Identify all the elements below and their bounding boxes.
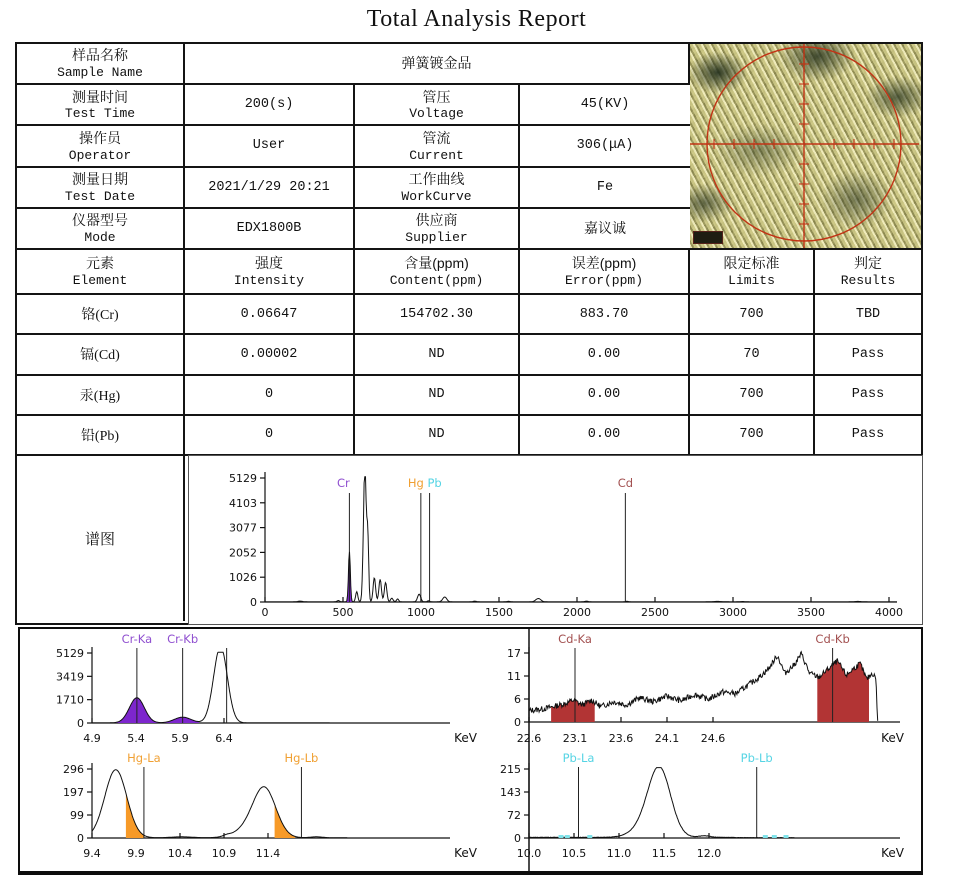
col-header-error: [520, 250, 690, 295]
svg-text:4000: 4000: [875, 606, 903, 619]
value: 200(s): [244, 97, 294, 113]
table-row-cr-limits: [690, 295, 815, 335]
info-value-workcurve: [520, 168, 690, 209]
svg-text:10.5: 10.5: [561, 847, 587, 860]
cell-value: 0: [264, 427, 274, 443]
label-cn: 管流: [422, 129, 451, 146]
table-row-hg-result: [815, 376, 921, 416]
table-row-hg-element: [17, 376, 185, 416]
table-row-cd-error: [520, 335, 690, 375]
value: 306(μA): [576, 138, 634, 154]
cell-value: 0: [264, 387, 274, 403]
table-row-cd-intensity: [185, 335, 355, 375]
table-row-pb-result: [815, 416, 921, 456]
cell-value: 铅(Pb): [80, 428, 120, 444]
table-row-cr-error: [520, 295, 690, 335]
table-row-cd-element: [17, 335, 185, 375]
cell-value: 700: [739, 387, 764, 403]
col-header-intensity: [185, 250, 355, 295]
table-row-cr-result: [815, 295, 921, 335]
table-row-pb-limits: [690, 416, 815, 456]
info-label-current: [355, 126, 520, 167]
svg-text:11.4: 11.4: [255, 847, 281, 860]
label-cn: 管压: [422, 88, 451, 105]
svg-text:2500: 2500: [641, 606, 669, 619]
info-value-sample-name: [185, 44, 690, 85]
info-value-supplier: [520, 209, 690, 250]
svg-text:Cd-Ka: Cd-Ka: [558, 632, 592, 646]
svg-text:197: 197: [63, 786, 84, 799]
label-cn: 供应商: [415, 212, 458, 229]
status-badge: TBD: [855, 306, 881, 322]
table-row-hg-error: [520, 376, 690, 416]
svg-text:11.0: 11.0: [606, 847, 632, 860]
info-table: [17, 44, 921, 250]
svg-text:Hg-La: Hg-La: [127, 751, 161, 765]
col-header-element: [17, 250, 185, 295]
table-row-cd-content: [355, 335, 520, 375]
info-label-voltage: [355, 85, 520, 126]
svg-text:Cd: Cd: [617, 476, 634, 490]
svg-text:5129: 5129: [56, 647, 84, 660]
svg-text:3000: 3000: [719, 606, 747, 619]
svg-text:17: 17: [507, 647, 521, 660]
svg-text:Pb-La: Pb-La: [562, 751, 595, 765]
label-cn: 工作曲线: [408, 170, 465, 187]
value: Fe: [596, 179, 614, 195]
cell-value: ND: [428, 346, 445, 362]
header-en: Error(ppm): [564, 273, 643, 289]
svg-text:5129: 5129: [229, 472, 257, 485]
svg-text:0: 0: [514, 716, 521, 729]
table-row-pb-intensity: [185, 416, 355, 456]
status-badge: Pass: [851, 346, 885, 362]
label-cn: 样品名称: [72, 47, 128, 64]
svg-text:24.6: 24.6: [700, 732, 726, 745]
photo-scale-badge: [693, 231, 723, 244]
svg-text:KeV: KeV: [881, 731, 904, 745]
header-cn: 强度: [255, 255, 283, 272]
table-row-cd-limits: [690, 335, 815, 375]
element-line-charts: [18, 627, 923, 875]
svg-text:Cr: Cr: [337, 476, 350, 490]
svg-text:10.0: 10.0: [516, 847, 542, 860]
svg-text:KeV: KeV: [881, 846, 904, 860]
table-row-pb-element: [17, 416, 185, 456]
info-label-test-date: [17, 168, 185, 209]
cell-value: 铬(Cr): [81, 308, 119, 324]
info-label-mode: [17, 209, 185, 250]
svg-text:1500: 1500: [485, 606, 513, 619]
svg-text:9.4: 9.4: [83, 847, 101, 860]
svg-text:Hg: Hg: [407, 476, 424, 490]
label-en: WorkCurve: [401, 188, 472, 204]
svg-text:1000: 1000: [407, 606, 435, 619]
info-value-mode: [185, 209, 355, 250]
svg-text:6: 6: [514, 693, 521, 706]
info-label-workcurve: [355, 168, 520, 209]
cell-value: 700: [739, 306, 764, 322]
label-en: Test Time: [64, 106, 136, 122]
svg-text:3077: 3077: [229, 521, 257, 535]
value: EDX1800B: [236, 220, 302, 236]
crosshair-reticle-icon: [690, 44, 919, 248]
info-value-current: [520, 126, 690, 167]
cell-value: 154702.30: [400, 306, 473, 322]
svg-text:9.9: 9.9: [127, 847, 145, 860]
svg-text:500: 500: [332, 606, 354, 619]
svg-text:Cr-Ka: Cr-Ka: [121, 632, 153, 646]
header-en: Results: [840, 273, 896, 289]
info-label-supplier: [355, 209, 520, 250]
label-en: Operator: [68, 147, 132, 163]
svg-text:10.9: 10.9: [211, 847, 237, 860]
svg-text:99: 99: [70, 809, 84, 822]
svg-text:11.5: 11.5: [651, 847, 677, 860]
svg-text:143: 143: [500, 786, 521, 799]
cell-value: 883.70: [579, 306, 629, 322]
label-cn: 测量时间: [72, 88, 128, 105]
header-en: Limits: [728, 273, 775, 289]
svg-text:23.6: 23.6: [608, 732, 634, 745]
svg-text:72: 72: [507, 809, 521, 822]
value: 嘉议诚: [584, 219, 626, 236]
label-en: Sample Name: [57, 65, 143, 81]
svg-text:5.4: 5.4: [127, 732, 145, 745]
info-value-test-date: [185, 168, 355, 209]
svg-text:3500: 3500: [797, 606, 825, 619]
cell-value: 0.00: [587, 346, 621, 362]
svg-text:0: 0: [514, 832, 521, 845]
svg-text:1026: 1026: [229, 571, 257, 585]
value: User: [252, 138, 286, 154]
svg-text:KeV: KeV: [454, 846, 477, 860]
label-en: Mode: [84, 230, 116, 246]
cell-value: 汞(Hg): [79, 388, 121, 404]
value: 弹簧镀金品: [401, 55, 472, 72]
table-row-cr-element: [17, 295, 185, 335]
table-row-hg-limits: [690, 376, 815, 416]
label-cn: 操作员: [79, 129, 121, 146]
svg-text:23.1: 23.1: [562, 732, 588, 745]
svg-text:2000: 2000: [563, 606, 591, 619]
svg-text:5.9: 5.9: [171, 732, 189, 745]
header-en: Content(ppm): [389, 273, 484, 289]
cell-value: 镉(Cd): [80, 348, 120, 364]
label-cn: 仪器型号: [72, 212, 128, 229]
svg-text:KeV: KeV: [454, 731, 477, 745]
col-header-content: [355, 250, 520, 295]
cell-value: 0.00: [587, 387, 621, 403]
label-en: Supplier: [405, 230, 468, 246]
page-title: Total Analysis Report: [366, 6, 587, 32]
header-cn: 含量(ppm): [404, 255, 469, 272]
svg-text:3419: 3419: [56, 670, 84, 684]
value: 2021/1/29 20:21: [208, 179, 330, 195]
table-row-cr-content: [355, 295, 520, 335]
sample-photo: [690, 44, 921, 248]
value: 45(KV): [580, 97, 630, 113]
header-en: Element: [72, 273, 128, 289]
info-label-test-time: [17, 85, 185, 126]
svg-text:0: 0: [77, 832, 84, 845]
svg-text:24.1: 24.1: [654, 732, 680, 745]
table-row-cd-result: [815, 335, 921, 375]
svg-text:4103: 4103: [229, 496, 257, 510]
svg-text:Pb-Lb: Pb-Lb: [740, 751, 773, 765]
label-en: Test Date: [64, 188, 136, 204]
svg-text:Pb: Pb: [427, 476, 442, 490]
header-cn: 限定标准: [723, 255, 780, 272]
header-en: Intensity: [233, 273, 305, 289]
svg-text:4.9: 4.9: [83, 732, 101, 745]
sample-photo-cell: [690, 44, 921, 250]
info-value-test-time: [185, 85, 355, 126]
col-header-results: [815, 250, 921, 295]
svg-text:2052: 2052: [229, 546, 257, 560]
svg-text:6.4: 6.4: [215, 732, 233, 745]
svg-text:0: 0: [77, 717, 84, 730]
svg-text:296: 296: [63, 763, 84, 776]
table-row-pb-content: [355, 416, 520, 456]
spectrum-chart: [188, 455, 923, 625]
cell-value: 700: [739, 427, 764, 443]
svg-text:1710: 1710: [56, 693, 84, 707]
cell-value: 0.06647: [240, 306, 298, 322]
info-value-voltage: [520, 85, 690, 126]
status-badge: Pass: [851, 427, 885, 443]
header-cn: 误差(ppm): [571, 255, 637, 272]
table-row-hg-content: [355, 376, 520, 416]
table-row-cr-intensity: [185, 295, 355, 335]
cell-value: ND: [428, 427, 445, 443]
table-row-pb-error: [520, 416, 690, 456]
svg-text:215: 215: [500, 763, 521, 776]
spectrum-row-label: 谱图: [17, 456, 185, 621]
info-value-operator: [185, 126, 355, 167]
table-row-hg-intensity: [185, 376, 355, 416]
header-cn: 元素: [86, 255, 114, 272]
info-label-operator: [17, 126, 185, 167]
status-badge: Pass: [851, 387, 885, 403]
svg-text:10.4: 10.4: [167, 847, 193, 860]
svg-text:Cr-Kb: Cr-Kb: [167, 632, 199, 646]
cell-value: ND: [428, 387, 445, 403]
cell-value: 0.00: [587, 427, 621, 443]
label-en: Current: [409, 147, 464, 163]
header-cn: 判定: [854, 255, 882, 272]
svg-text:0: 0: [250, 596, 257, 609]
info-label-sample-name: [17, 44, 185, 85]
svg-text:22.6: 22.6: [516, 732, 542, 745]
element-table: [17, 250, 921, 456]
svg-text:Hg-Lb: Hg-Lb: [284, 751, 319, 765]
svg-text:12.0: 12.0: [696, 847, 722, 860]
cell-value: 70: [743, 346, 760, 362]
label-en: Voltage: [409, 106, 464, 122]
svg-text:11: 11: [507, 670, 521, 683]
col-header-limits: [690, 250, 815, 295]
svg-text:Cd-Kb: Cd-Kb: [815, 632, 850, 646]
label-cn: 测量日期: [72, 170, 128, 187]
cell-value: 0.00002: [240, 346, 298, 362]
svg-text:0: 0: [261, 606, 269, 619]
